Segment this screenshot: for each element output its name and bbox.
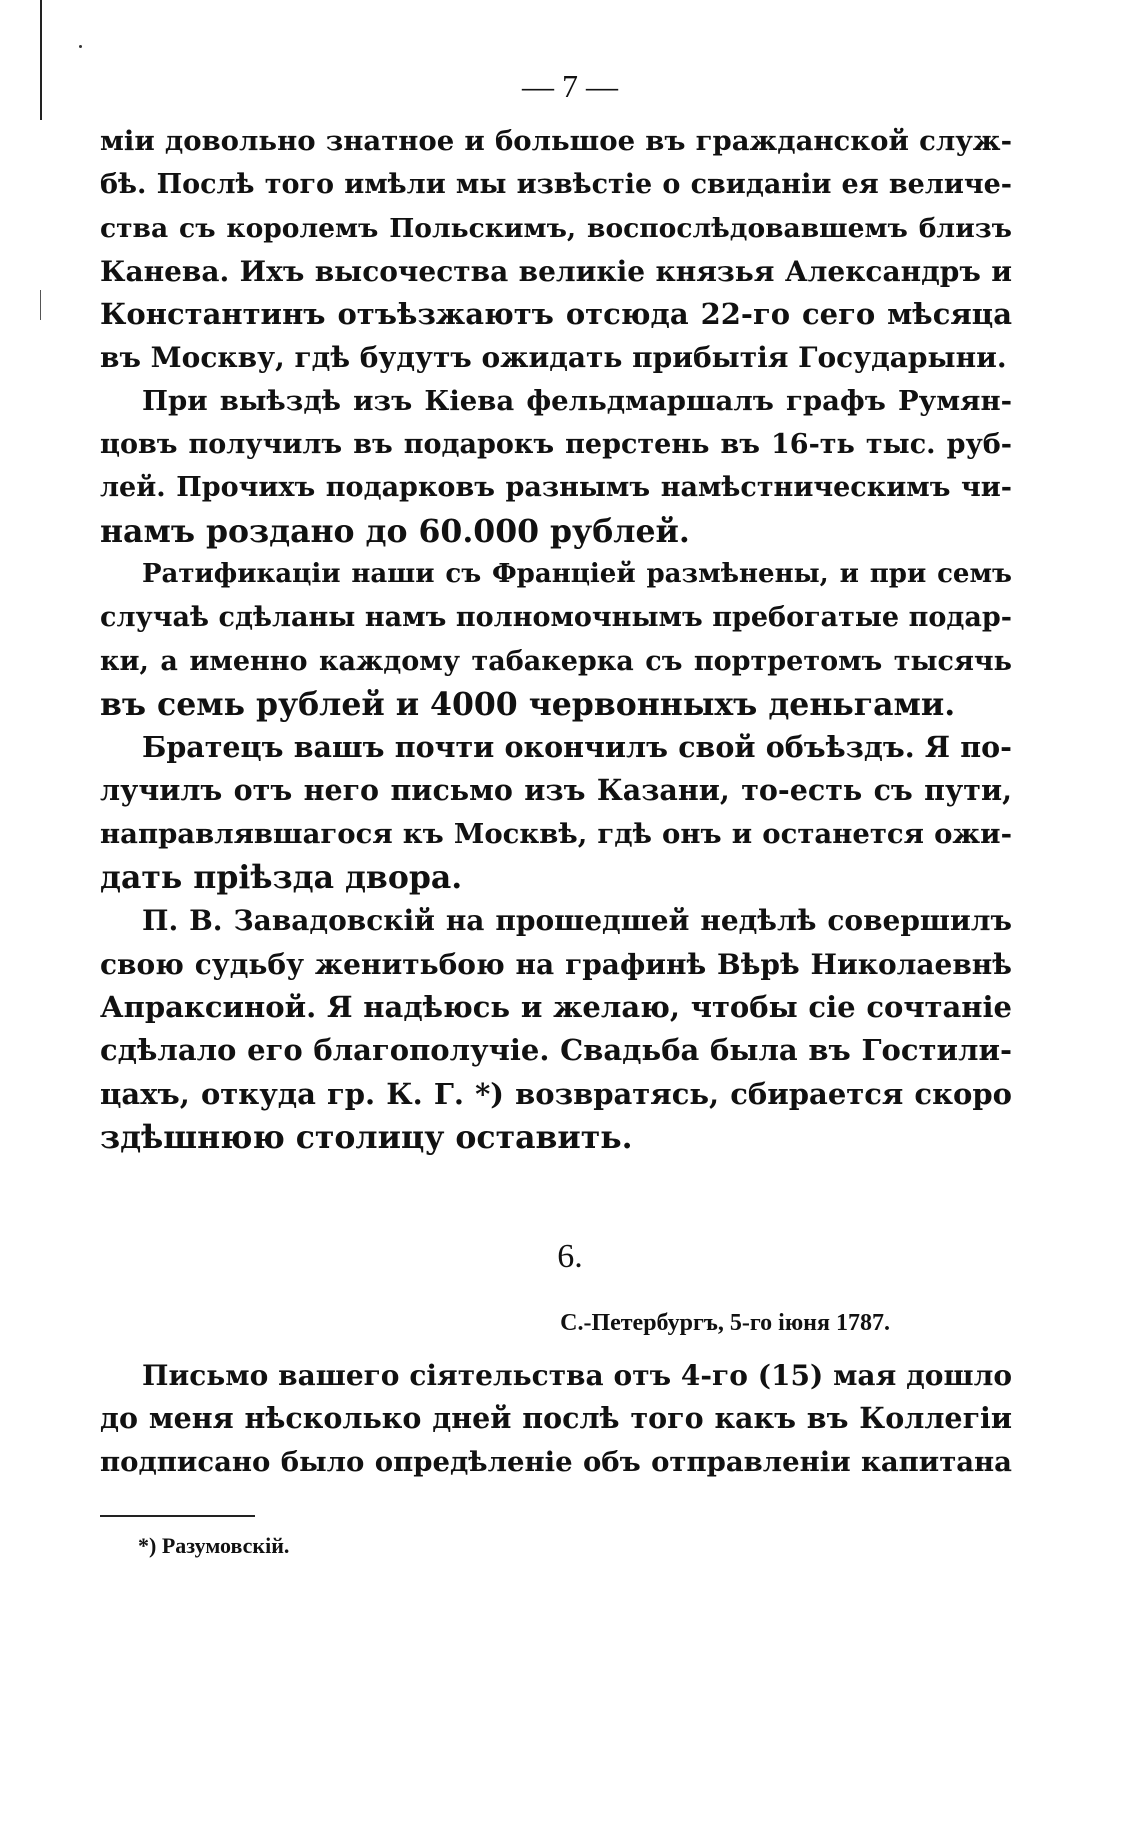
text-line: цахъ, откуда гр. К. Г. *) возвратясь, сбирается скоро — [100, 1076, 1012, 1111]
text-line: намъ роздано до 60.000 рублей. — [100, 512, 690, 550]
margin-mark — [40, 290, 41, 320]
text-line: ки, а именно каждому табакерка съ портретомъ тысячь — [100, 645, 1012, 677]
text-line: Константинъ отъѣзжаютъ отсюда 22-го сего мѣсяца — [100, 297, 1012, 332]
text-line: въ семь рублей и 4000 червонныхъ деньгами. — [100, 685, 956, 723]
footnote-rule — [100, 1515, 255, 1517]
text-line: Письмо вашего сiятельства отъ 4-го (15) мая дошло — [142, 1359, 1012, 1392]
text-line: Ратификацiи наши съ Францiей размѣнены, и при семъ — [142, 558, 1012, 589]
text-line: сдѣлало его благополучiе. Свадьба была въ Гостили- — [100, 1033, 1012, 1068]
text-line: П. В. Завадовскiй на прошедшей недѣлѣ совершилъ — [142, 904, 1012, 938]
text-line: При выѣздѣ изъ Кiева фельдмаршалъ графъ Румян- — [142, 384, 1012, 417]
letter-number: 6. — [557, 1238, 583, 1275]
text-line: Апраксиной. Я надѣюсь и желаю, чтобы сiе сочтанiе — [100, 989, 1012, 1024]
text-line: Канева. Ихъ высочества великiе князья Александръ и — [100, 254, 1012, 288]
page-number: — 7 — — [522, 68, 618, 104]
text-line: лей. Прочихъ подарковъ разнымъ намѣстническимъ чи- — [100, 472, 1012, 504]
footnote: *) Разумовскiй. — [138, 1533, 290, 1558]
text-line: Братецъ вашъ почти окончилъ свой объѣздъ. Я по- — [142, 730, 1012, 765]
text-line: подписано было опредѣленiе объ отправленiи капитана — [100, 1445, 1012, 1478]
text-line: въ Москву, гдѣ будутъ ожидать прибытiя Государыни. — [100, 341, 1007, 375]
text-line: здѣшнюю столицу оставить. — [100, 1118, 633, 1156]
text-line: направлявшагося къ Москвѣ, гдѣ онъ и останется ожи- — [100, 817, 1012, 850]
text-line: случаѣ сдѣланы намъ полномочнымъ пребогатые подар- — [100, 602, 1012, 634]
text-line: мiи довольно знатное и большое въ гражданской служ- — [100, 125, 1012, 157]
text-line: лучилъ отъ него письмо изъ Казани, то-есть съ пути, — [100, 773, 1012, 808]
letter-dateline: С.-Петербургъ, 5-го iюня 1787. — [560, 1310, 890, 1336]
main-text — [100, 120, 1012, 1159]
ink-dot — [79, 45, 82, 48]
text-line: свою судьбу женитьбою на графинѣ Вѣрѣ Николаевнѣ — [100, 947, 1012, 981]
text-line: бѣ. Послѣ того имѣли мы извѣстiе о свиданiи ея величе- — [100, 169, 1012, 201]
letter-text — [100, 1354, 1012, 1484]
text-line: цовъ получилъ въ подарокъ перстень въ 16-ть тыс. руб- — [100, 429, 1012, 461]
text-line: дать прiѣзда двора. — [100, 859, 463, 897]
text-line: до меня нѣсколько дней послѣ того какъ въ Коллегiи — [100, 1401, 1012, 1436]
text-line: ства съ королемъ Польскимъ, воспослѣдовавшемъ близъ — [100, 212, 1012, 244]
